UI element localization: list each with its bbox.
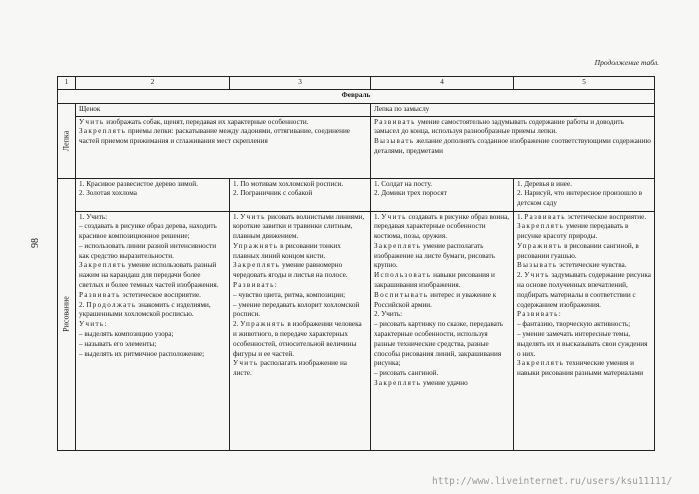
lepka-topic-row <box>58 103 655 116</box>
risovanie-topic <box>514 178 655 211</box>
risovanie-topic <box>230 178 371 211</box>
keyword: Воспитывать <box>374 290 429 299</box>
text-fragment: – фантазию, творческую активность; <box>517 320 631 329</box>
keyword: Продолжать <box>86 300 137 309</box>
keyword: Использовать <box>374 271 432 280</box>
keyword: Учить <box>524 271 550 280</box>
risovanie-goals-col3 <box>230 211 371 450</box>
risovanie-goals-col4 <box>371 211 514 450</box>
text-fragment: 2. <box>517 271 525 280</box>
text-fragment: интерес и уважение к Российской армии. <box>374 290 497 309</box>
text-fragment: умение передавать в рисунке красоту природы. <box>517 222 629 241</box>
text-fragment: – называть его элементы; <box>79 339 157 348</box>
text-fragment: – рисовать сангиной. <box>374 369 439 378</box>
risovanie-label-cell <box>58 178 76 450</box>
keyword: Вызывать <box>374 137 415 146</box>
risovanie-goals-col5 <box>514 211 655 450</box>
text-fragment: в изображении человека и животного, в передаче характерных особенностей, относительной величины фигуры и ее частей. <box>233 320 362 358</box>
text-fragment: умение самостоятельно задумывать содержание работы и доводить замысел до конца, используя разнообразные приемы лепки. <box>374 117 624 136</box>
text-fragment: – выделять композицию узора; <box>79 329 174 338</box>
text-fragment: – использовать линии разной интенсивности как средство выразительности. <box>79 241 217 260</box>
text-fragment: знакомить с изделиями, украшенными хохломской росписью. <box>79 300 211 319</box>
lepka-label-cell <box>58 103 76 178</box>
text-fragment: навыки рисования и закрашивания изображения. <box>374 271 495 290</box>
keyword: Учить <box>240 212 266 221</box>
keyword: Учить <box>79 117 105 126</box>
keyword: Учить <box>233 359 259 368</box>
lepka-topic-b: Лепка по замыслу <box>371 103 655 116</box>
text-fragment: 2. Золотая хохлома <box>79 189 137 198</box>
lepka-label: Лепка <box>61 130 71 151</box>
text-fragment: 1. Солдат на посту. <box>374 179 433 188</box>
risovanie-topic-row <box>58 178 655 211</box>
text-fragment: – выделять их ритмичное расположение; <box>79 349 205 358</box>
text-fragment: Развивать: <box>517 310 562 319</box>
watermark-url: http://www.liveinternet.ru/users/ksu11111/ <box>432 476 673 487</box>
text-fragment: – умение передавать колорит хохломской росписи. <box>233 300 360 319</box>
keyword: Развивать <box>524 212 566 221</box>
keyword: Развивать <box>374 117 416 126</box>
text-fragment: – умение замечать интересные темы, выделять их и высказывать свои суждения о них. <box>517 329 648 358</box>
keyword: Закреплять <box>233 261 281 270</box>
column-number: 3 <box>230 77 371 90</box>
lepka-goals-b <box>371 116 655 178</box>
text-fragment: Учить: <box>79 320 108 329</box>
text-fragment: 1. <box>517 212 525 221</box>
text-fragment: эстетическое восприятие. <box>565 212 647 221</box>
text-fragment: – рисовать картинку по сказке, передавать характерные особенности, используя разные технические средства, разные способы рисования линий, закрашивания рисунка; <box>374 320 504 368</box>
text-fragment: 1. <box>374 212 382 221</box>
risovanie-goals-col2 <box>76 211 230 450</box>
continuation-note: Продолжение табл. <box>594 58 659 67</box>
keyword: Развивать <box>79 290 121 299</box>
text-fragment: 1. Красивое развесистое дерево зимой. <box>79 179 198 188</box>
text-fragment: 1. Учить: <box>79 212 108 221</box>
risovanie-label: Рисование <box>61 296 71 332</box>
text-fragment: технические умения и навыки рисования разными материалами <box>517 359 644 378</box>
text-fragment: умение располагать изображение на листе бумаги, рисовать крупно. <box>374 241 495 270</box>
risovanie-topic <box>371 178 514 211</box>
text-fragment: в рисовании тонких плавных линий концом кисти. <box>233 241 341 260</box>
column-number: 1 <box>58 77 76 90</box>
text-fragment: приемы лепки: раскатывание между ладонями, оттягивание, соединение частей приемом прижимания и сглаживания мест скрепления <box>79 127 351 146</box>
keyword: Закреплять <box>374 378 422 387</box>
text-fragment: 2. Нарисуй, что интересное произошло в детском саду <box>517 189 643 208</box>
keyword: Закреплять <box>79 261 127 270</box>
lepka-content-row <box>58 116 655 178</box>
text-fragment: 2. <box>79 300 87 309</box>
month-title: Февраль <box>58 89 655 103</box>
text-fragment: – создавать в рисунке образ дерева, находить красивое композиционное решение; <box>79 222 217 241</box>
text-fragment: 1. Деревья в инее. <box>517 179 572 188</box>
keyword: Вызывать <box>517 261 558 270</box>
keyword: Упражнять <box>517 241 563 250</box>
column-number: 4 <box>371 77 514 90</box>
text-fragment: рисовать волнистыми линиями, короткие завитки и травинки слитным, плавным движением. <box>233 212 365 241</box>
text-fragment: желание дополнять созданное изображение соответствующими содержанию деталями, предметами <box>374 137 651 155</box>
text-fragment: 1. По мотивам хохломской росписи. <box>233 179 344 188</box>
text-fragment: задумывать содержание рисунка на основе полученных впечатлений, подбирать материалы в соответствии с содержанием изображения. <box>517 271 651 309</box>
text-fragment: умение удачно <box>421 378 468 387</box>
text-fragment: в рисовании сангиной, в рисовании гуашью. <box>517 241 639 260</box>
lesson-plan-table <box>57 76 655 451</box>
keyword: Учить <box>381 212 407 221</box>
column-number-row <box>58 77 655 90</box>
text-fragment: 2. <box>233 320 241 329</box>
text-fragment: располагать изображение на листе. <box>233 359 348 378</box>
text-fragment: умение использовать разный нажим на карандаш для передачи более светлых и более темных частей изображения. <box>79 261 219 290</box>
lepka-goals-a <box>76 116 371 178</box>
text-fragment: изображать собак, щенят, передавая их характерные особенности. <box>104 117 309 126</box>
column-number: 2 <box>76 77 230 90</box>
risovanie-topic <box>76 178 230 211</box>
text-fragment: – чувство цвета, ритма, композиции; <box>233 290 346 299</box>
text-fragment: эстетическое восприятие. <box>120 290 201 299</box>
month-row <box>58 89 655 103</box>
text-fragment: умение равномерно чередовать ягоды и листья на полосе. <box>233 261 348 280</box>
text-fragment: 1. <box>233 212 241 221</box>
keyword: Упражнять <box>233 241 279 250</box>
text-fragment: создавать в рисунке образ воина, передавая характерные особенности костюма, позы, оружия. <box>374 212 510 241</box>
keyword: Закреплять <box>517 222 565 231</box>
lepka-topic-a: Щенок <box>76 103 371 116</box>
column-number: 5 <box>514 77 655 90</box>
page-number: 98 <box>30 238 41 248</box>
text-fragment: 2. Учить: <box>374 310 403 319</box>
keyword: Упражнять <box>240 320 286 329</box>
text-fragment: эстетические чувства. <box>557 261 627 270</box>
text-fragment: 2. Домики трех поросят <box>374 189 447 198</box>
risovanie-content-row <box>58 211 655 450</box>
keyword: Закреплять <box>79 127 127 136</box>
text-fragment: Развивать: <box>233 281 278 290</box>
text-fragment: 2. Пограничник с собакой <box>233 189 313 198</box>
keyword: Закреплять <box>517 359 565 368</box>
keyword: Закреплять <box>374 241 422 250</box>
